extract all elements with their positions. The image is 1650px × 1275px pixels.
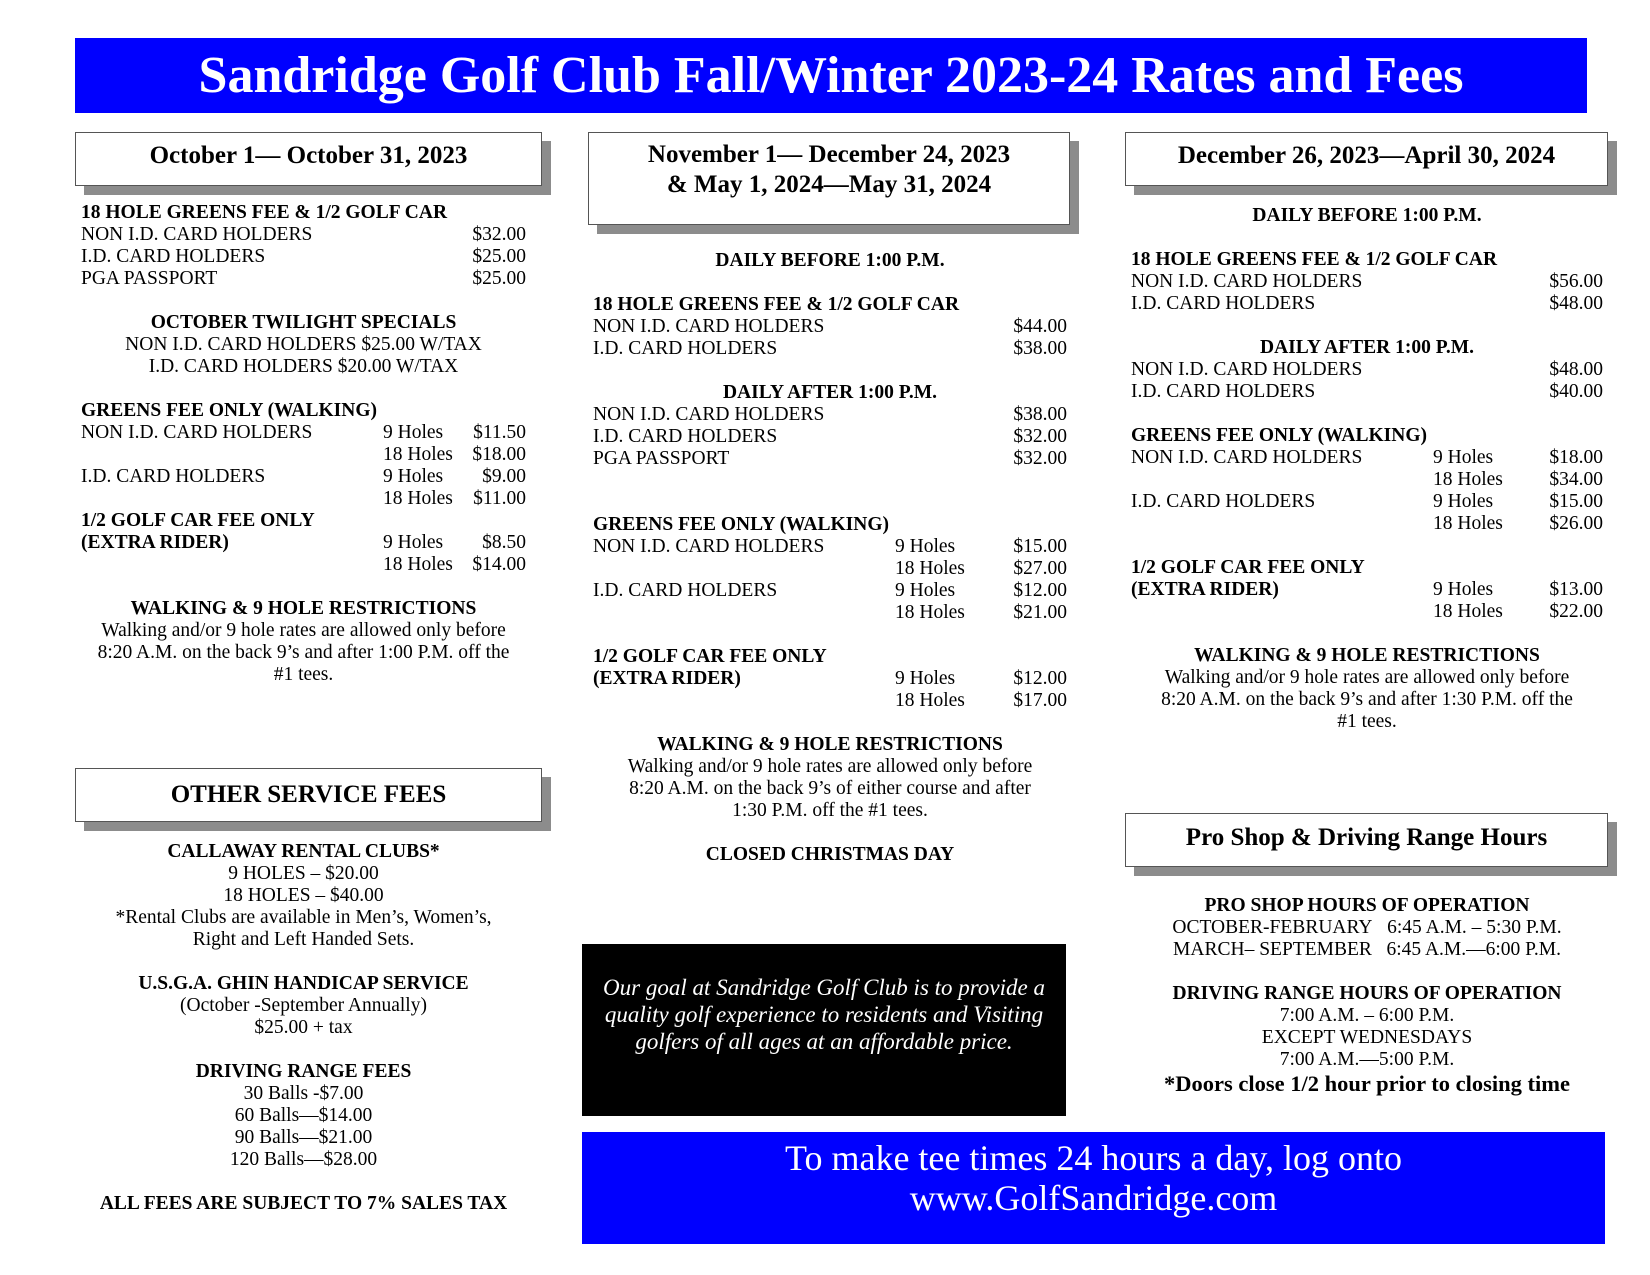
row-label bbox=[81, 444, 383, 466]
row-holes: 18 Holes bbox=[383, 488, 453, 509]
row-price: $27.00 bbox=[1013, 558, 1067, 579]
table-row bbox=[1131, 491, 1603, 513]
car-title: 1/2 GOLF CAR FEE ONLY bbox=[1131, 557, 1365, 578]
row-label: PGA PASSPORT bbox=[593, 448, 730, 469]
row-label: NON I.D. CARD HOLDERS bbox=[81, 422, 313, 443]
title-banner bbox=[75, 38, 1587, 113]
december-section bbox=[1131, 205, 1603, 733]
price-row bbox=[81, 246, 526, 268]
table-row bbox=[593, 668, 1067, 690]
restrict-line: Walking and/or 9 hole rates are allowed only before bbox=[627, 756, 1033, 777]
table-row bbox=[1131, 601, 1603, 623]
table-row bbox=[593, 580, 1067, 602]
range-fees-title: DRIVING RANGE FEES bbox=[195, 1061, 412, 1082]
restrict-line: 8:20 A.M. on the back 9’s and after 1:30 P.M. off the bbox=[1161, 689, 1573, 710]
row-price: $48.00 bbox=[1549, 293, 1603, 314]
row-price: $26.00 bbox=[1549, 513, 1603, 534]
row-label: I.D. CARD HOLDERS bbox=[1131, 381, 1316, 402]
row-holes: 9 Holes bbox=[1433, 447, 1494, 468]
row-price: $34.00 bbox=[1549, 469, 1603, 490]
price-row bbox=[593, 426, 1067, 448]
row-label: I.D. CARD HOLDERS bbox=[81, 246, 266, 267]
row-price: $25.00 bbox=[472, 268, 526, 289]
table-row bbox=[81, 488, 526, 510]
tee-time-text: To make tee times 24 hours a day, log onto bbox=[784, 1138, 1402, 1178]
row-label bbox=[1131, 513, 1433, 535]
december-restrict-title: WALKING & 9 HOLE RESTRICTIONS bbox=[1194, 645, 1540, 666]
price-row bbox=[1131, 359, 1603, 381]
range-fee-line: 60 Balls—$14.00 bbox=[234, 1105, 373, 1126]
row-price: $11.00 bbox=[473, 488, 526, 509]
october-walking-title: GREENS FEE ONLY (WALKING) bbox=[81, 400, 377, 421]
restrict-line: Walking and/or 9 hole rates are allowed only before bbox=[1164, 667, 1570, 688]
ghin-line: $25.00 + tax bbox=[254, 1017, 353, 1038]
twilight-line: NON I.D. CARD HOLDERS $25.00 W/TAX bbox=[125, 334, 482, 355]
mission-statement bbox=[582, 944, 1066, 1116]
hours-header bbox=[1125, 813, 1608, 867]
row-price: $18.00 bbox=[472, 444, 526, 465]
months: MARCH– SEPTEMBER bbox=[1173, 939, 1372, 960]
table-row bbox=[593, 646, 1067, 668]
november-greens-title: 18 HOLE GREENS FEE & 1/2 GOLF CAR bbox=[593, 294, 960, 315]
table-row bbox=[81, 422, 526, 444]
twilight-title: OCTOBER TWILIGHT SPECIALS bbox=[150, 312, 457, 333]
table-row bbox=[1131, 469, 1603, 491]
range-fee-line: 90 Balls—$21.00 bbox=[234, 1127, 373, 1148]
table-row bbox=[593, 690, 1067, 712]
row-price: $44.00 bbox=[1013, 316, 1067, 337]
table-row bbox=[1131, 513, 1603, 535]
row-holes: 18 Holes bbox=[895, 690, 965, 711]
october-greens-rows bbox=[81, 224, 526, 290]
row-price: $14.00 bbox=[472, 554, 526, 575]
table-row bbox=[81, 510, 526, 532]
time: 6:45 A.M. – 5:30 P.M. bbox=[1387, 917, 1562, 938]
november-header bbox=[588, 132, 1070, 225]
december-header-text: December 26, 2023—April 30, 2024 bbox=[1177, 142, 1556, 169]
mission-text: Our goal at Sandridge Golf Club is to provide a quality golf experience to residents and Visiting golfers of all ages at an affordable price. bbox=[603, 975, 1045, 1054]
row-label bbox=[593, 602, 895, 624]
range-hours-line: 7:00 A.M.—5:00 P.M. bbox=[1279, 1049, 1455, 1070]
table-row bbox=[593, 536, 1067, 558]
october-header-text: October 1— October 31, 2023 bbox=[149, 142, 468, 169]
price-row bbox=[1131, 271, 1603, 293]
rental-line: 9 HOLES – $20.00 bbox=[228, 863, 379, 884]
restrict-line: 8:20 A.M. on the back 9’s and after 1:00 P.M. off the bbox=[97, 642, 510, 663]
row-label: NON I.D. CARD HOLDERS bbox=[593, 404, 825, 425]
november-car-table bbox=[593, 646, 1067, 712]
november-header-line: & May 1, 2024—May 31, 2024 bbox=[666, 171, 992, 198]
hours-header-text: Pro Shop & Driving Range Hours bbox=[1185, 824, 1548, 851]
row-label: I.D. CARD HOLDERS bbox=[593, 580, 778, 601]
pro-shop-row bbox=[1131, 917, 1603, 939]
table-row bbox=[593, 602, 1067, 624]
row-price: $40.00 bbox=[1549, 381, 1603, 402]
row-holes: 9 Holes bbox=[383, 466, 444, 487]
row-price: $32.00 bbox=[1013, 448, 1067, 469]
row-holes: 18 Holes bbox=[383, 444, 453, 465]
row-label: NON I.D. CARD HOLDERS bbox=[593, 316, 825, 337]
price-row bbox=[593, 316, 1067, 338]
december-daily-before: DAILY BEFORE 1:00 P.M. bbox=[1252, 205, 1482, 226]
november-walking-table bbox=[593, 536, 1067, 624]
november-daily-before: DAILY BEFORE 1:00 P.M. bbox=[715, 250, 945, 271]
restrict-line: 8:20 A.M. on the back 9’s of either course and after bbox=[629, 778, 1031, 799]
rental-line: 18 HOLES – $40.00 bbox=[223, 885, 384, 906]
price-row bbox=[81, 224, 526, 246]
row-price: $21.00 bbox=[1013, 602, 1067, 623]
november-section bbox=[593, 250, 1067, 866]
november-daily-after: DAILY AFTER 1:00 P.M. bbox=[723, 382, 937, 403]
table-row bbox=[1131, 447, 1603, 469]
range-hours-title: DRIVING RANGE HOURS OF OPERATION bbox=[1172, 983, 1562, 1004]
closed-christmas: CLOSED CHRISTMAS DAY bbox=[705, 844, 955, 865]
hours-section bbox=[1131, 895, 1603, 1097]
price-row bbox=[81, 268, 526, 290]
range-hours-line: 7:00 A.M. – 6:00 P.M. bbox=[1279, 1005, 1455, 1026]
table-row bbox=[1131, 579, 1603, 601]
row-label: I.D. CARD HOLDERS bbox=[1131, 491, 1316, 512]
time: 6:45 A.M.—6:00 P.M. bbox=[1386, 939, 1561, 960]
row-price: $38.00 bbox=[1013, 404, 1067, 425]
row-label bbox=[81, 488, 383, 510]
ghin-title: U.S.G.A. GHIN HANDICAP SERVICE bbox=[138, 973, 469, 994]
row-price: $18.00 bbox=[1549, 447, 1603, 468]
row-price: $12.00 bbox=[1013, 668, 1067, 689]
months: OCTOBER-FEBRUARY bbox=[1172, 917, 1373, 938]
row-holes: 18 Holes bbox=[895, 602, 965, 623]
row-holes: 9 Holes bbox=[895, 668, 956, 689]
tee-time-banner bbox=[582, 1132, 1605, 1244]
row-price: $56.00 bbox=[1549, 271, 1603, 292]
row-price: $32.00 bbox=[472, 224, 526, 245]
row-label: NON I.D. CARD HOLDERS bbox=[1131, 447, 1363, 468]
december-greens-title: 18 HOLE GREENS FEE & 1/2 GOLF CAR bbox=[1131, 249, 1498, 270]
october-walking-table bbox=[81, 422, 526, 510]
restrict-line: #1 tees. bbox=[1337, 711, 1397, 732]
doors-note: *Doors close 1/2 hour prior to closing time bbox=[1163, 1071, 1570, 1096]
car-title: 1/2 GOLF CAR FEE ONLY bbox=[593, 646, 827, 667]
rental-line: *Rental Clubs are available in Men’s, Women’s, bbox=[115, 907, 492, 928]
table-row bbox=[593, 558, 1067, 580]
page-title: Sandridge Golf Club Fall/Winter 2023-24 Rates and Fees bbox=[198, 47, 1464, 104]
row-label: I.D. CARD HOLDERS bbox=[593, 426, 778, 447]
november-restrict-title: WALKING & 9 HOLE RESTRICTIONS bbox=[657, 734, 1003, 755]
other-fees-header bbox=[75, 768, 542, 822]
row-price: $11.50 bbox=[473, 422, 526, 443]
sales-tax-note: ALL FEES ARE SUBJECT TO 7% SALES TAX bbox=[99, 1193, 508, 1214]
row-price: $15.00 bbox=[1549, 491, 1603, 512]
row-label bbox=[1131, 469, 1433, 491]
row-label: NON I.D. CARD HOLDERS bbox=[593, 536, 825, 557]
table-row bbox=[81, 466, 526, 488]
row-holes: 9 Holes bbox=[1433, 491, 1494, 512]
pro-shop-row bbox=[1131, 939, 1603, 961]
row-price: $9.00 bbox=[482, 466, 526, 487]
restrict-line: #1 tees. bbox=[273, 664, 334, 685]
pro-shop-title: PRO SHOP HOURS OF OPERATION bbox=[1204, 895, 1530, 916]
october-restrict-title: WALKING & 9 HOLE RESTRICTIONS bbox=[130, 598, 477, 619]
row-holes: 18 Holes bbox=[895, 558, 965, 579]
december-header bbox=[1125, 132, 1608, 186]
row-label: I.D. CARD HOLDERS bbox=[593, 338, 778, 359]
november-header-line: November 1— December 24, 2023 bbox=[647, 141, 1011, 168]
row-holes: 18 Holes bbox=[383, 554, 453, 575]
range-hours-line: EXCEPT WEDNESDAYS bbox=[1261, 1027, 1473, 1048]
price-row bbox=[593, 448, 1067, 470]
restrict-line: 1:30 P.M. off the #1 tees. bbox=[732, 800, 928, 821]
range-fee-line: 120 Balls—$28.00 bbox=[229, 1149, 378, 1170]
range-fee-line: 30 Balls -$7.00 bbox=[243, 1083, 364, 1104]
table-row bbox=[81, 532, 526, 554]
table-row bbox=[81, 444, 526, 466]
row-price: $25.00 bbox=[472, 246, 526, 267]
price-row bbox=[593, 338, 1067, 360]
car-subtitle: (EXTRA RIDER) bbox=[81, 532, 229, 553]
row-holes: 9 Holes bbox=[895, 536, 956, 557]
october-header bbox=[75, 132, 542, 186]
rental-line: Right and Left Handed Sets. bbox=[192, 929, 415, 950]
row-holes: 9 Holes bbox=[895, 580, 956, 601]
ghin-line: (October -September Annually) bbox=[180, 995, 427, 1016]
row-price: $38.00 bbox=[1013, 338, 1067, 359]
october-car-table bbox=[81, 510, 526, 576]
price-row bbox=[1131, 293, 1603, 315]
rental-title: CALLAWAY RENTAL CLUBS* bbox=[167, 841, 440, 862]
car-subtitle: (EXTRA RIDER) bbox=[1131, 579, 1279, 600]
website-link[interactable]: www.GolfSandridge.com bbox=[909, 1178, 1278, 1218]
row-label: I.D. CARD HOLDERS bbox=[1131, 293, 1316, 314]
row-holes: 18 Holes bbox=[1433, 469, 1503, 490]
october-section bbox=[81, 202, 526, 686]
december-car-table bbox=[1131, 557, 1603, 623]
row-holes: 9 Holes bbox=[383, 532, 444, 553]
other-fees-header-text: OTHER SERVICE FEES bbox=[170, 781, 447, 808]
row-price: $8.50 bbox=[482, 532, 526, 553]
price-row bbox=[1131, 381, 1603, 403]
twilight-line: I.D. CARD HOLDERS $20.00 W/TAX bbox=[148, 356, 459, 377]
row-price: $48.00 bbox=[1549, 359, 1603, 380]
row-label: NON I.D. CARD HOLDERS bbox=[81, 224, 313, 245]
car-title: 1/2 GOLF CAR FEE ONLY bbox=[81, 510, 315, 531]
row-price: $15.00 bbox=[1013, 536, 1067, 557]
table-row bbox=[81, 554, 526, 576]
row-holes: 18 Holes bbox=[1433, 601, 1503, 622]
price-row bbox=[593, 404, 1067, 426]
row-holes: 9 Holes bbox=[1433, 579, 1494, 600]
row-holes: 9 Holes bbox=[383, 422, 444, 443]
row-price: $32.00 bbox=[1013, 426, 1067, 447]
row-label: NON I.D. CARD HOLDERS bbox=[1131, 271, 1363, 292]
row-label bbox=[593, 558, 895, 580]
row-label: NON I.D. CARD HOLDERS bbox=[1131, 359, 1363, 380]
table-row bbox=[1131, 557, 1603, 579]
car-subtitle: (EXTRA RIDER) bbox=[593, 668, 741, 689]
december-daily-after: DAILY AFTER 1:00 P.M. bbox=[1260, 337, 1474, 358]
row-price: $13.00 bbox=[1549, 579, 1603, 600]
other-fees-section bbox=[81, 841, 526, 1215]
november-walking-title: GREENS FEE ONLY (WALKING) bbox=[593, 514, 889, 535]
december-walking-title: GREENS FEE ONLY (WALKING) bbox=[1131, 425, 1427, 446]
row-price: $22.00 bbox=[1549, 601, 1603, 622]
december-walking-table bbox=[1131, 447, 1603, 535]
restrict-line: Walking and/or 9 hole rates are allowed only before bbox=[101, 620, 506, 641]
row-label: PGA PASSPORT bbox=[81, 268, 218, 289]
row-price: $17.00 bbox=[1013, 690, 1067, 711]
row-holes: 18 Holes bbox=[1433, 513, 1503, 534]
row-label: I.D. CARD HOLDERS bbox=[81, 466, 266, 487]
october-greens-title: 18 HOLE GREENS FEE & 1/2 GOLF CAR bbox=[81, 202, 448, 223]
row-price: $12.00 bbox=[1013, 580, 1067, 601]
